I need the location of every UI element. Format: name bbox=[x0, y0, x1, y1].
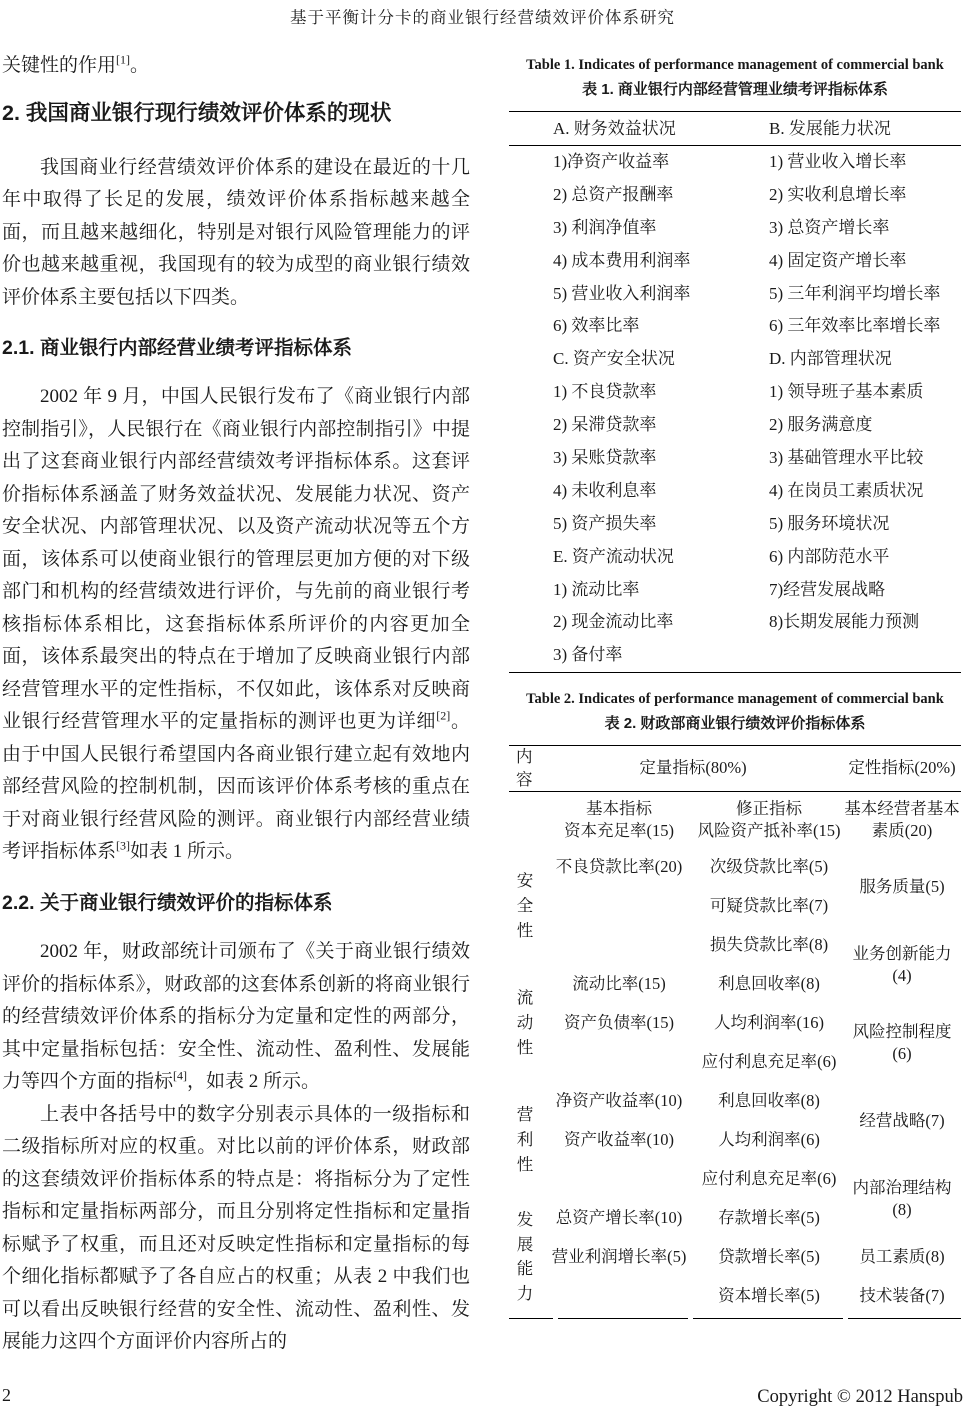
table1-row bbox=[509, 212, 961, 245]
table1-cell bbox=[769, 639, 961, 672]
left-column bbox=[2, 50, 470, 1359]
table1-cell: 6) 效率比率 bbox=[553, 316, 640, 336]
citation-ref-4: [4] bbox=[173, 1068, 188, 1083]
table1-row bbox=[509, 179, 961, 212]
table1-row bbox=[509, 541, 961, 574]
table1-cell: 1)净资产收益率 bbox=[553, 152, 670, 171]
table1-cell: 3) 备付率 bbox=[553, 645, 623, 665]
table1-cell: 4) 成本费用利润率 bbox=[553, 250, 691, 270]
table1-row bbox=[509, 475, 961, 508]
table1-caption bbox=[509, 55, 961, 101]
table2-row bbox=[509, 926, 961, 965]
page-number: 2 bbox=[2, 1385, 11, 1405]
table1-caption-cn: 表 1. 商业银行内部经营管理业绩考评指标体系 bbox=[582, 81, 888, 98]
copyright-notice: Copyright © 2012 Hanspub bbox=[757, 1387, 963, 1407]
table2-group-liquidity bbox=[509, 965, 543, 1082]
table2-cell-line: 基本指标 bbox=[586, 799, 652, 819]
table1-cell: 5) 服务环境状况 bbox=[769, 513, 890, 533]
paragraph-pboc-system bbox=[2, 381, 470, 869]
table2-cell: 资产负债率(15) bbox=[564, 1013, 674, 1033]
table2-cell bbox=[543, 791, 695, 848]
table1-row bbox=[509, 343, 961, 376]
table2-cell bbox=[695, 791, 843, 848]
group-label: 营利性 bbox=[516, 1105, 534, 1174]
table1-cell: 1) 不良贷款率 bbox=[553, 382, 657, 402]
table1-row bbox=[509, 508, 961, 541]
paragraph-segment: 2002 年，财政部统计司颁布了《关于商业银行绩效评价的指标体系》，财政部的这套体系创新的将商业银行的经营绩效评价体系的指标分为定量和定性的两部分，其中定量指标包括：安全性、流动性、盈利性、发展能力等四个方面的指标 bbox=[2, 941, 470, 1093]
group-label: 安全性 bbox=[516, 871, 534, 940]
paragraph-segment: 如表 1 所示。 bbox=[130, 841, 245, 863]
table2-cell: 净资产收益率(10) bbox=[555, 1091, 683, 1111]
table1-row bbox=[509, 574, 961, 607]
table2-bottom-rule bbox=[509, 1318, 961, 1319]
section-heading-2: 2. 我国商业银行现行绩效评价体系的现状 bbox=[2, 100, 392, 125]
table2-cell: 基本经营者基本素质(20) bbox=[844, 798, 960, 840]
table1-cell: 6) 内部防范水平 bbox=[769, 546, 890, 566]
table1-header-cell: B. 发展能力状况 bbox=[769, 119, 891, 138]
table1 bbox=[509, 111, 961, 673]
table1-cell: 2) 现金流动比率 bbox=[553, 612, 674, 632]
table1-cell: 8)长期发展能力预测 bbox=[769, 612, 920, 632]
table2-header-row bbox=[509, 746, 961, 792]
table1-cell: 2) 总资产报酬率 bbox=[553, 184, 674, 204]
table1-row bbox=[509, 310, 961, 343]
table1-row bbox=[509, 442, 961, 475]
table2-row bbox=[509, 1238, 961, 1277]
paragraph-segment: ，如表 2 所示。 bbox=[187, 1071, 321, 1093]
table2-group-profit bbox=[509, 1082, 543, 1199]
running-head-title: 基于平衡计分卡的商业银行经营绩效评价体系研究 bbox=[290, 8, 675, 27]
table2-group-safety bbox=[509, 848, 543, 965]
table2-cell: 技术装备(7) bbox=[859, 1286, 945, 1306]
intro-text-end: 。 bbox=[130, 55, 150, 76]
table2-cell: 次级贷款比率(5) bbox=[709, 857, 829, 877]
table1-cell: 4) 在岗员工素质状况 bbox=[769, 480, 924, 500]
section-heading-2-2: 2.2. 关于商业银行绩效评价的指标体系 bbox=[2, 891, 333, 914]
group-label: 流动性 bbox=[516, 988, 534, 1057]
paragraph-segment: 。由于中国人民银行希望国内各商业银行建立起有效地内部经营风险的控制机制，因而该评价体系考核的重点在于对商业银行经营风险的测评。商业银行内部经营业绩考评指标体系 bbox=[2, 711, 470, 863]
table2-header-content: 内容 bbox=[509, 746, 543, 792]
table1-cell: 1) 营业收入增长率 bbox=[769, 152, 907, 171]
table1-row bbox=[509, 376, 961, 409]
table1-header-row bbox=[509, 112, 961, 146]
table2-cell: 人均利润率(6) bbox=[718, 1130, 820, 1150]
table2 bbox=[509, 745, 961, 1316]
citation-ref-2: [2] bbox=[436, 709, 451, 724]
table1-cell: 2) 服务满意度 bbox=[769, 415, 873, 435]
table2-cell: 应付利息充足率(6) bbox=[701, 1052, 837, 1072]
table2-cell: 营业利润增长率(5) bbox=[551, 1247, 687, 1267]
group-label: 发展能力 bbox=[516, 1209, 534, 1304]
citation-ref-3: [3] bbox=[116, 839, 131, 854]
table2-cell: 服务质量(5) bbox=[859, 876, 945, 896]
table2-row bbox=[509, 1277, 961, 1316]
table2-cell: 员工素质(8) bbox=[859, 1247, 945, 1267]
table2-cell: 资本增长率(5) bbox=[718, 1286, 820, 1306]
table2-cell: 总资产增长率(10) bbox=[555, 1208, 683, 1228]
citation-ref-1: [1] bbox=[116, 52, 131, 67]
table2-row bbox=[509, 1082, 961, 1121]
table2-header-qualitative: 定性指标(20%) bbox=[843, 746, 961, 792]
paragraph-continuation bbox=[2, 50, 470, 83]
table2-cell-line: 风险资产抵补率(15) bbox=[697, 820, 841, 840]
table1-header-cell: A. 财务效益状况 bbox=[553, 119, 676, 138]
table2-cell: 人均利润率(16) bbox=[714, 1013, 824, 1033]
table1-row bbox=[509, 245, 961, 278]
intro-text: 关键性的作用 bbox=[2, 55, 117, 76]
paragraph-overview: 我国商业行经营绩效评价体系的建设在最近的十几年中取得了长足的发展，绩效评价体系指标越来越全面，而且越来越细化，特别是对银行风险管理能力的评价也越来越重视，我国现有的较为成型的商业银行绩效评价体系主要包括以下四类。 bbox=[2, 156, 470, 308]
table2-cell: 内部治理结构(8) bbox=[852, 1177, 952, 1219]
table2-cell: 业务创新能力(4) bbox=[852, 943, 952, 985]
table1-caption-en: Table 1. Indicates of performance management of commercial bank bbox=[526, 57, 944, 73]
table1-row bbox=[509, 278, 961, 311]
table2-cell: 不良贷款比率(20) bbox=[555, 857, 683, 877]
table1-row bbox=[509, 409, 961, 442]
table1-row bbox=[509, 639, 961, 672]
table2-caption bbox=[509, 689, 961, 735]
table2-caption-cn: 表 2. 财政部商业银行绩效评价指标体系 bbox=[604, 715, 866, 733]
table2-row bbox=[509, 1004, 961, 1043]
table2-caption-en: Table 2. Indicates of performance management of commercial bank bbox=[526, 691, 944, 708]
table2-cell: 存款增长率(5) bbox=[718, 1208, 820, 1228]
table1-cell: 7)经营发展战略 bbox=[769, 579, 886, 599]
table1-cell: 2) 实收利息增长率 bbox=[769, 184, 907, 204]
table2-row bbox=[509, 1160, 961, 1199]
table2-cell: 利息回收率(8) bbox=[718, 974, 820, 994]
table2-cell: 风险控制程度(6) bbox=[852, 1021, 952, 1063]
table1-cell: 1) 流动比率 bbox=[553, 579, 640, 599]
table2-cell: 资产收益率(10) bbox=[564, 1130, 674, 1150]
table1-cell: 4) 未收利息率 bbox=[553, 480, 657, 500]
table1-cell: 5) 营业收入利润率 bbox=[553, 283, 691, 303]
table2-cell: 利息回收率(8) bbox=[718, 1091, 820, 1111]
table2-header-quantitative: 定量指标(80%) bbox=[543, 746, 843, 792]
table1-cell: 1) 领导班子基本素质 bbox=[769, 382, 924, 402]
section-heading-2-1: 2.1. 商业银行内部经营业绩考评指标体系 bbox=[2, 337, 352, 360]
table2-cell: 损失贷款比率(8) bbox=[709, 935, 829, 955]
table2-row bbox=[509, 848, 961, 887]
table1-cell: 3) 利润净值率 bbox=[553, 217, 657, 237]
table2-cell-line: 资本充足率(15) bbox=[564, 820, 674, 840]
table1-cell: 3) 总资产增长率 bbox=[769, 217, 890, 237]
table2-cell: 流动比率(15) bbox=[572, 974, 666, 994]
table1-cell: E. 资产流动状况 bbox=[553, 546, 674, 566]
table1-cell: 5) 三年利润平均增长率 bbox=[769, 283, 941, 303]
table2-cell: 应付利息充足率(6) bbox=[701, 1169, 837, 1189]
table1-cell: 5) 资产损失率 bbox=[553, 513, 657, 533]
table2-cell: 贷款增长率(5) bbox=[718, 1247, 820, 1267]
table2-cell-line: 修正指标 bbox=[736, 799, 802, 819]
table1-cell: 3) 基础管理水平比较 bbox=[769, 448, 924, 468]
table2-cell: 可疑贷款比率(7) bbox=[709, 896, 829, 916]
right-column bbox=[509, 55, 961, 1319]
paragraph-segment: 2002 年 9 月，中国人民银行发布了《商业银行内部控制指引》，人民银行在《商业银行内部控制指引》中提出了这套商业银行内部经营绩效考评指标体系。这套评价指标体系涵盖了财务效益状况、发展能力状况、资产安全状况、内部管理状况、以及资产流动状况等五个方面，该体系可以使商业银行的管理层更加方便的对下级部门和机构的经营绩效进行评价，与先前的商业银行考核指标体系相比，这套指标体系所评价的内容更加全面，该体系最突出的特点在于增加了反映商业银行内部经营管理水平的定性指标，不仅如此，该体系对反映商业银行经营管理水平的定量指标的测评也更为详细 bbox=[2, 386, 470, 733]
table1-cell: D. 内部管理状况 bbox=[769, 349, 892, 369]
table2-row bbox=[509, 791, 961, 848]
table1-row bbox=[509, 606, 961, 639]
paragraph-weights: 上表中各括号中的数字分别表示具体的一级指标和二级指标所对应的权重。对比以前的评价体系，财政部的这套绩效评价指标体系的特点是：将指标分为了定性指标和定量指标两部分，而且分别将定性指标和定量指标赋予了权重，而且还对反映定性指标和定量指标的每个细化指标都赋予了各自应占的权重；从表 2 中我们也可以看出反映银行经营的安全性、流动性、盈利性、发展能力这四个方面评价内容所占的 bbox=[2, 1103, 470, 1353]
paragraph-mof-system bbox=[2, 936, 470, 1099]
table1-cell: 3) 呆账贷款率 bbox=[553, 448, 657, 468]
table1-cell: 2) 呆滞贷款率 bbox=[553, 415, 657, 435]
table1-cell: 6) 三年效率比率增长率 bbox=[769, 316, 941, 336]
table1-cell: 4) 固定资产增长率 bbox=[769, 250, 907, 270]
table1-row bbox=[509, 146, 961, 179]
table1-cell: C. 资产安全状况 bbox=[553, 349, 675, 369]
table2-cell: 经营战略(7) bbox=[859, 1110, 945, 1130]
table2-group-development bbox=[509, 1199, 543, 1316]
